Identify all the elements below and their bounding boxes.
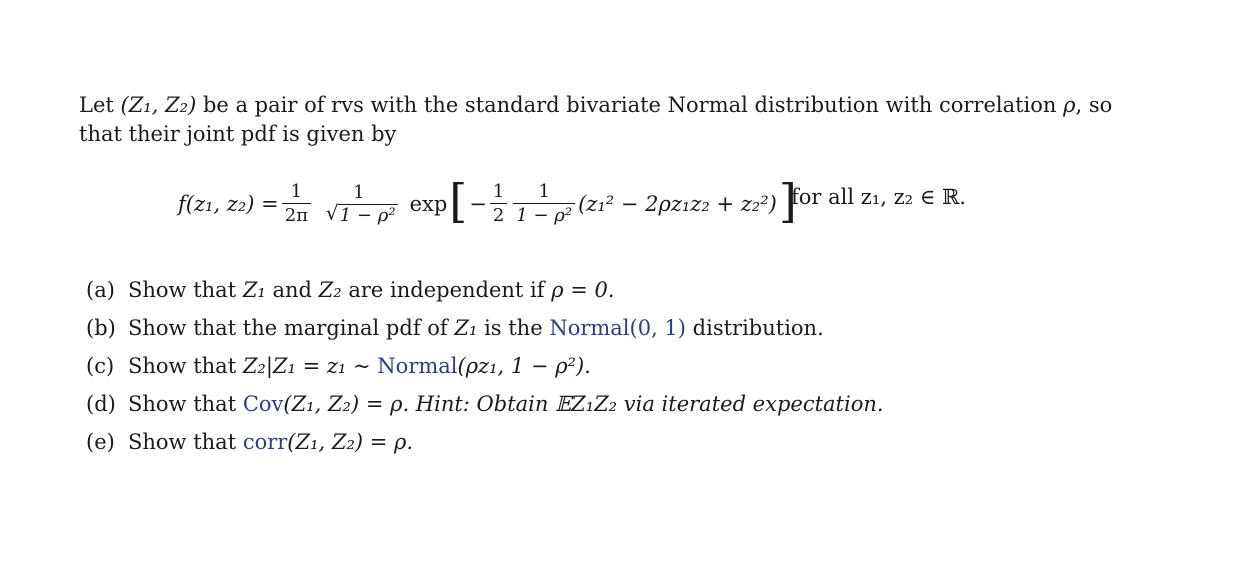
joint-pdf-formula (0, 168, 1242, 238)
formula-lhs: f(z₁, z₂) = (178, 192, 279, 216)
domain-clause: for all z₁, z₂ ∈ ℝ. (791, 185, 967, 209)
fraction-denominator (317, 200, 401, 226)
fraction-denominator: 2π (282, 203, 311, 226)
item-math: ρ = 0. (551, 278, 615, 302)
intro-text-end: , so (1075, 93, 1113, 117)
item-math: Z₂|Z₁ = z₁ ~ (242, 354, 378, 378)
cov-link[interactable]: Cov (242, 392, 284, 416)
minus-sign: − (469, 192, 487, 216)
fraction-numerator: 1 (492, 181, 505, 202)
item-text: distribution. (685, 316, 824, 340)
intro-paragraph (79, 91, 1129, 149)
fraction-numerator: 1 (538, 181, 550, 202)
item-math: (Z₁, Z₂) = ρ. (283, 392, 410, 416)
intro-text-middle: be a pair of rvs with the standard bivariate Normal distribution with correlation (196, 93, 1064, 117)
fraction-denominator: 1 − ρ² (513, 203, 575, 226)
formula-body (178, 174, 799, 234)
fraction-numerator: 1 (290, 181, 303, 202)
exercise-item-b (86, 309, 884, 347)
exp-operator: exp (409, 192, 448, 216)
item-label: (a) (86, 278, 115, 302)
exercise-item-a (86, 271, 884, 309)
fraction-numerator: 1 (353, 181, 365, 203)
item-text: Show that the marginal pdf of (128, 316, 455, 340)
item-math: (ρz₁, 1 − ρ²). (457, 354, 591, 378)
fraction-one-over-one-minus-rho-sq (513, 182, 575, 226)
item-text: is the (477, 316, 550, 340)
quadratic-form: (z₁² − 2ρz₁z₂ + z₂²) (578, 192, 777, 216)
right-bracket: ] (778, 174, 797, 228)
item-text: Show that (128, 392, 243, 416)
normal-link[interactable]: Normal(0, 1) (549, 316, 686, 340)
exercise-item-e (86, 423, 884, 461)
normal-link[interactable]: Normal (377, 354, 458, 378)
exercise-item-d (86, 385, 884, 423)
item-label: (e) (86, 430, 115, 454)
fraction-one-over-two-pi (282, 182, 311, 226)
intro-line2: that their joint pdf is given by (79, 122, 397, 146)
left-bracket: [ (449, 174, 468, 228)
sqrt-radicand: 1 − ρ² (339, 204, 396, 226)
exercise-item-c (86, 347, 884, 385)
item-math: (Z₁, Z₂) = ρ. (287, 430, 414, 454)
sqrt-sign-icon: √ (325, 200, 339, 225)
item-text: Show that (128, 278, 243, 302)
fraction-denominator: 2 (490, 203, 507, 226)
item-text: are independent if (341, 278, 552, 302)
intro-rho: ρ (1063, 93, 1076, 117)
item-math: Z₁ (454, 316, 478, 340)
intro-text: Let (79, 93, 121, 117)
item-label: (b) (86, 316, 116, 340)
exercise-list (86, 271, 884, 461)
item-math: Z₁ (242, 278, 266, 302)
item-text: Show that (128, 354, 243, 378)
item-label: (d) (86, 392, 116, 416)
item-text: and (265, 278, 319, 302)
item-label: (c) (86, 354, 115, 378)
item-text: Show that (128, 430, 243, 454)
corr-link[interactable]: corr (242, 430, 288, 454)
fraction-one-half (490, 182, 507, 226)
square-root (325, 200, 398, 226)
intro-math-pair: (Z₁, Z₂) (120, 93, 197, 117)
item-math: Z₂ (318, 278, 342, 302)
fraction-one-over-sqrt (317, 183, 401, 226)
hint-text: Hint: Obtain 𝔼Z₁Z₂ via iterated expectation. (409, 392, 884, 416)
